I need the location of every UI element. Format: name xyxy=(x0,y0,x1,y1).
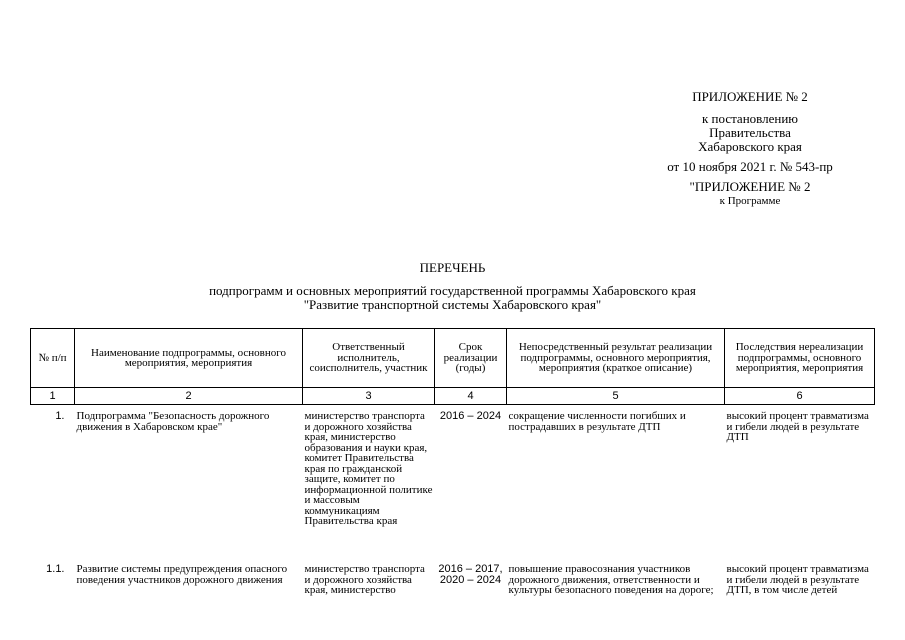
row-number: 1.1. xyxy=(46,563,65,575)
row-executor: министерство транспорта и дорожного хозяйства края, министерство образования и науки края, комитет Правительства края по гражданской защите, комитет по информационной политике и массовым коммуникациям Правительства края xyxy=(304,410,433,527)
row-years: 2016 – 2024 xyxy=(439,410,502,422)
row-name: Подпрограмма "Безопасность дорожного движения в Хабаровском крае" xyxy=(76,410,270,433)
header-result: Непосредственный результат реализации подпрограммы, основного мероприятия, мероприятия (краткое описание) xyxy=(507,329,725,388)
table-header-row xyxy=(31,329,875,388)
document-title-block xyxy=(0,261,905,312)
column-number: 2 xyxy=(75,388,303,405)
row-years xyxy=(435,558,507,596)
column-number: 3 xyxy=(303,388,435,405)
program-table xyxy=(30,328,875,596)
document-subheading-2: "Развитие транспортной системы Хабаровского края" xyxy=(303,297,602,312)
table-row xyxy=(31,558,875,596)
table-column-number-row xyxy=(31,388,875,405)
row-years-line-2: 2020 – 2024 xyxy=(439,573,502,586)
document-heading: ПЕРЕЧЕНЬ xyxy=(419,260,486,275)
column-number: 5 xyxy=(507,388,725,405)
row-executor: министерство транспорта и дорожного хозяйства края, министерство xyxy=(304,563,425,596)
column-number: 4 xyxy=(435,388,507,405)
row-consequences: высокий процент травматизма и гибели людей в результате ДТП xyxy=(726,410,869,443)
row-name: Развитие системы предупреждения опасного поведения участников дорожного движения xyxy=(76,563,288,586)
header-number: № п/п xyxy=(31,329,75,388)
row-result: сокращение численности погибших и пострадавших в результате ДТП xyxy=(508,410,686,433)
header-name: Наименование подпрограммы, основного мероприятия, мероприятия xyxy=(75,329,303,388)
document-subheading-1: подпрограмм и основных мероприятий государственной программы Хабаровского края xyxy=(209,283,696,298)
appendix-line-3: Хабаровского края xyxy=(698,139,802,154)
column-number: 6 xyxy=(725,388,875,405)
program-appendix-title: "ПРИЛОЖЕНИЕ № 2 xyxy=(689,179,811,194)
appendix-date: от 10 ноября 2021 г. № 543-пр xyxy=(667,159,833,174)
header-consequences: Последствия нереализации подпрограммы, основного мероприятия, мероприятия xyxy=(725,329,875,388)
header-years: Срок реализации (годы) xyxy=(435,329,507,388)
appendix-title: ПРИЛОЖЕНИЕ № 2 xyxy=(692,89,808,104)
appendix-line-2: Правительства xyxy=(709,125,791,140)
row-number: 1. xyxy=(55,410,65,422)
row-consequences: высокий процент травматизма и гибели людей в результате ДТП, в том числе детей xyxy=(726,563,869,596)
program-appendix-ref: к Программе xyxy=(719,195,781,207)
header-executor: Ответственный исполнитель, соисполнитель, участник xyxy=(303,329,435,388)
table-row xyxy=(31,405,875,559)
row-result: повышение правосознания участников дорожного движения, ответственности и культуры безопасного поведения на дороге; xyxy=(508,563,714,596)
row-years-line-1: 2016 – 2017, xyxy=(438,563,503,575)
appendix-block xyxy=(600,90,900,208)
column-number: 1 xyxy=(31,388,75,405)
appendix-line-1: к постановлению xyxy=(701,111,799,126)
